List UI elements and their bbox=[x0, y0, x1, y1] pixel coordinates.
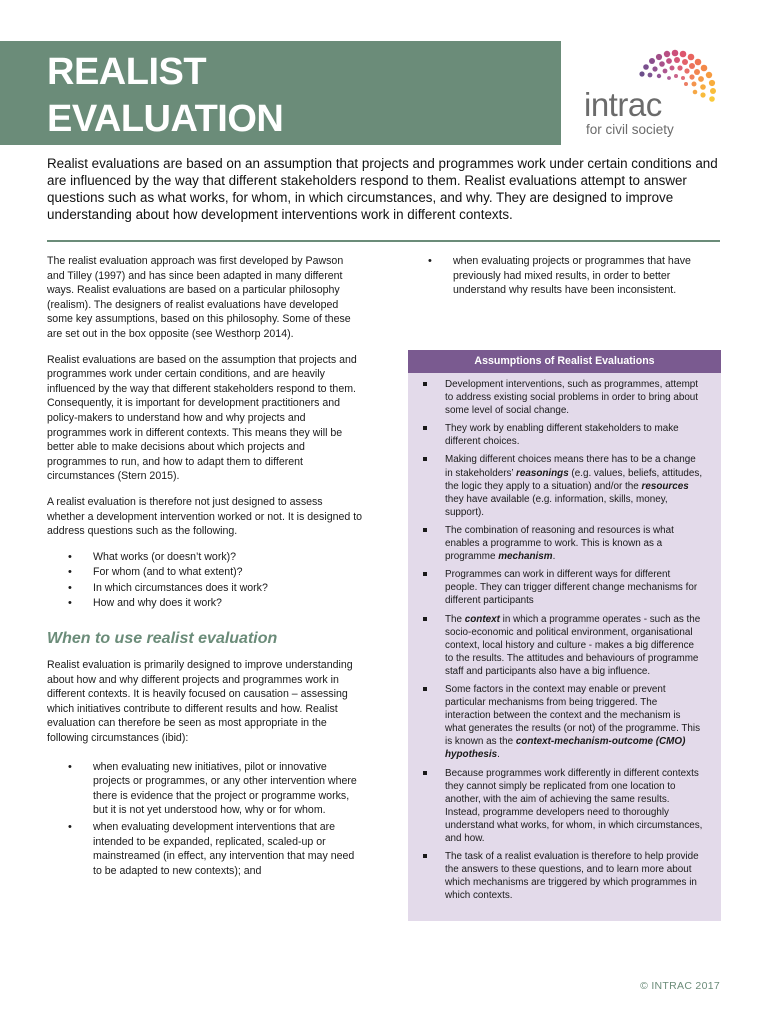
paragraph-when-to-use: Realist evaluation is primarily designed to improve understanding about how and why different projects and programmes work in different contexts. It is heavily focused on causation – assessing which initiatives contribute to different results and how. Realist evaluation can therefore be seen as most appropriate in the following circumstances (ibid): bbox=[47, 659, 353, 745]
paragraph-questions-intro: A realist evaluation is therefore not just designed to assess whether a development intervention worked or not. It is designed to address questions such as the following. bbox=[47, 495, 363, 538]
assumption-text: Programmes can work in different ways for different people. They can trigger different change mechanisms for different participants bbox=[445, 569, 698, 607]
page-title-line-2: EVALUATION bbox=[47, 98, 284, 140]
assumption-text: Some factors in the context may enable or prevent particular mechanisms from being triggered. The interaction between the context and the mechanism is what generates the results (or not) of the programme. This is known as the bbox=[445, 683, 701, 748]
assumptions-list bbox=[408, 373, 721, 902]
assumption-text: The task of a realist evaluation is therefore to help provide the answers to these questions, and to learn more about which mechanisms are triggered by which programmes in which contexts. bbox=[445, 851, 699, 902]
assumption-item bbox=[420, 613, 703, 678]
list-item: • For whom (and to what extent)? bbox=[47, 565, 363, 580]
intrac-logo bbox=[582, 48, 722, 140]
assumption-text: They work by enabling different stakeholders to make different choices. bbox=[445, 423, 679, 448]
paragraph-assumption: Realist evaluations are based on the assumption that projects and programmes work under certain conditions, and are heavily influenced by the way that different stakeholders respond to them. Consequently, it is important for development practitioners and policy-makers to understand how and why projects and programmes work in different contexts. This means they will be better able to make decisions about which projects and programmes to run, and how to adapt them to different circumstances (Stern 2015). bbox=[47, 353, 357, 483]
emphasised-term: context-mechanism-outcome (CMO) hypothesis bbox=[445, 736, 686, 761]
intro-paragraph: Realist evaluations are based on an assumption that projects and programmes work under certain conditions and are influenced by the way that different stakeholders respond to them. Realist evaluations attempt to answer questions such as what works, for whom, in which circumstances, and why. They are designed to improve understanding about how development interventions work in different contexts. bbox=[47, 156, 718, 222]
page-title-line-1: REALIST bbox=[47, 51, 207, 93]
right-column bbox=[408, 254, 720, 308]
assumption-text: Development interventions, such as programmes, attempt to address existing social problems in order to bring about some level of social change. bbox=[445, 379, 699, 417]
list-item: • when evaluating development interventions that are intended to be expanded, replicated, scaled-up or mainstreamed (in effect, any intervention that may need to be adapted to new contexts); and bbox=[47, 820, 363, 878]
assumption-text: . bbox=[497, 749, 500, 761]
assumption-text: they have available (e.g. information, skills, money, support). bbox=[445, 493, 668, 518]
paragraph-origins: The realist evaluation approach was first developed by Pawson and Tilley (1997) and has since been adapted in many different ways. Realist evaluations are based on a particular philosophy (realism). The designers of realist evaluations have developed some key assumptions, based on this philosophy. Some of these are set out in the box opposite (see Westhorp 2014). bbox=[47, 255, 351, 340]
assumption-text: . bbox=[552, 551, 556, 563]
assumption-text: The combination of reasoning and resources is what enables a programme to work. This is known as a programme bbox=[445, 524, 674, 563]
list-item: • How and why does it work? bbox=[47, 596, 363, 611]
logo-tagline: for civil society bbox=[586, 122, 674, 137]
assumption-text: Because programmes work differently in different contexts they cannot simply be replicated from one location to another, with the aim of achieving the same results. Instead, programme developers need to thoroughly understand what works, for whom, in which circumstances, and how. bbox=[445, 767, 703, 844]
left-column bbox=[47, 254, 363, 888]
emphasised-term: mechanism bbox=[498, 551, 553, 563]
assumption-item bbox=[420, 378, 703, 417]
assumptions-box bbox=[408, 350, 721, 921]
assumption-text: Making different choices means there has to be a change in stakeholders’ bbox=[445, 454, 696, 479]
assumption-item bbox=[420, 683, 703, 762]
section-heading: When to use realist evaluation bbox=[47, 630, 278, 648]
assumption-item bbox=[420, 568, 703, 607]
uses-list-continued bbox=[408, 254, 720, 298]
assumption-text: The bbox=[445, 613, 465, 625]
list-item: • when evaluating projects or programmes that have previously had mixed results, in order to better understand why results have been inconsistent. bbox=[408, 254, 720, 298]
title-banner bbox=[0, 41, 561, 145]
divider bbox=[47, 240, 720, 242]
questions-list bbox=[47, 550, 363, 611]
assumption-item bbox=[420, 453, 703, 518]
assumption-item bbox=[420, 524, 703, 563]
assumption-item bbox=[420, 850, 703, 902]
list-item: • What works (or doesn’t work)? bbox=[47, 550, 363, 565]
logo-wordmark: intrac bbox=[584, 86, 662, 123]
assumptions-box-title: Assumptions of Realist Evaluations bbox=[408, 350, 721, 373]
page-title bbox=[47, 49, 283, 143]
list-item: • In which circumstances does it work? bbox=[47, 581, 363, 596]
assumption-item bbox=[420, 767, 703, 846]
assumption-item bbox=[420, 422, 703, 448]
copyright: © INTRAC 2017 bbox=[640, 980, 720, 992]
emphasised-term: reasonings bbox=[516, 467, 569, 479]
uses-list bbox=[47, 760, 363, 879]
assumption-text: in which a programme operates - such as the socio-economic and political environment, organisational context, local history and culture - makes a big difference to the results. The attitudes and behaviours of programme staff and participants also have a big influence. bbox=[445, 613, 701, 677]
list-item: • when evaluating new initiatives, pilot or innovative projects or programmes, or any other intervention where there is evidence that the project or programme works, but it is not yet understood how, why or for whom. bbox=[47, 760, 363, 818]
emphasised-term: context bbox=[464, 613, 500, 625]
emphasised-term: resources bbox=[641, 480, 689, 492]
assumption-text: (e.g. values, beliefs, attitudes, the logic they apply to a situation) and/or the bbox=[445, 467, 703, 492]
